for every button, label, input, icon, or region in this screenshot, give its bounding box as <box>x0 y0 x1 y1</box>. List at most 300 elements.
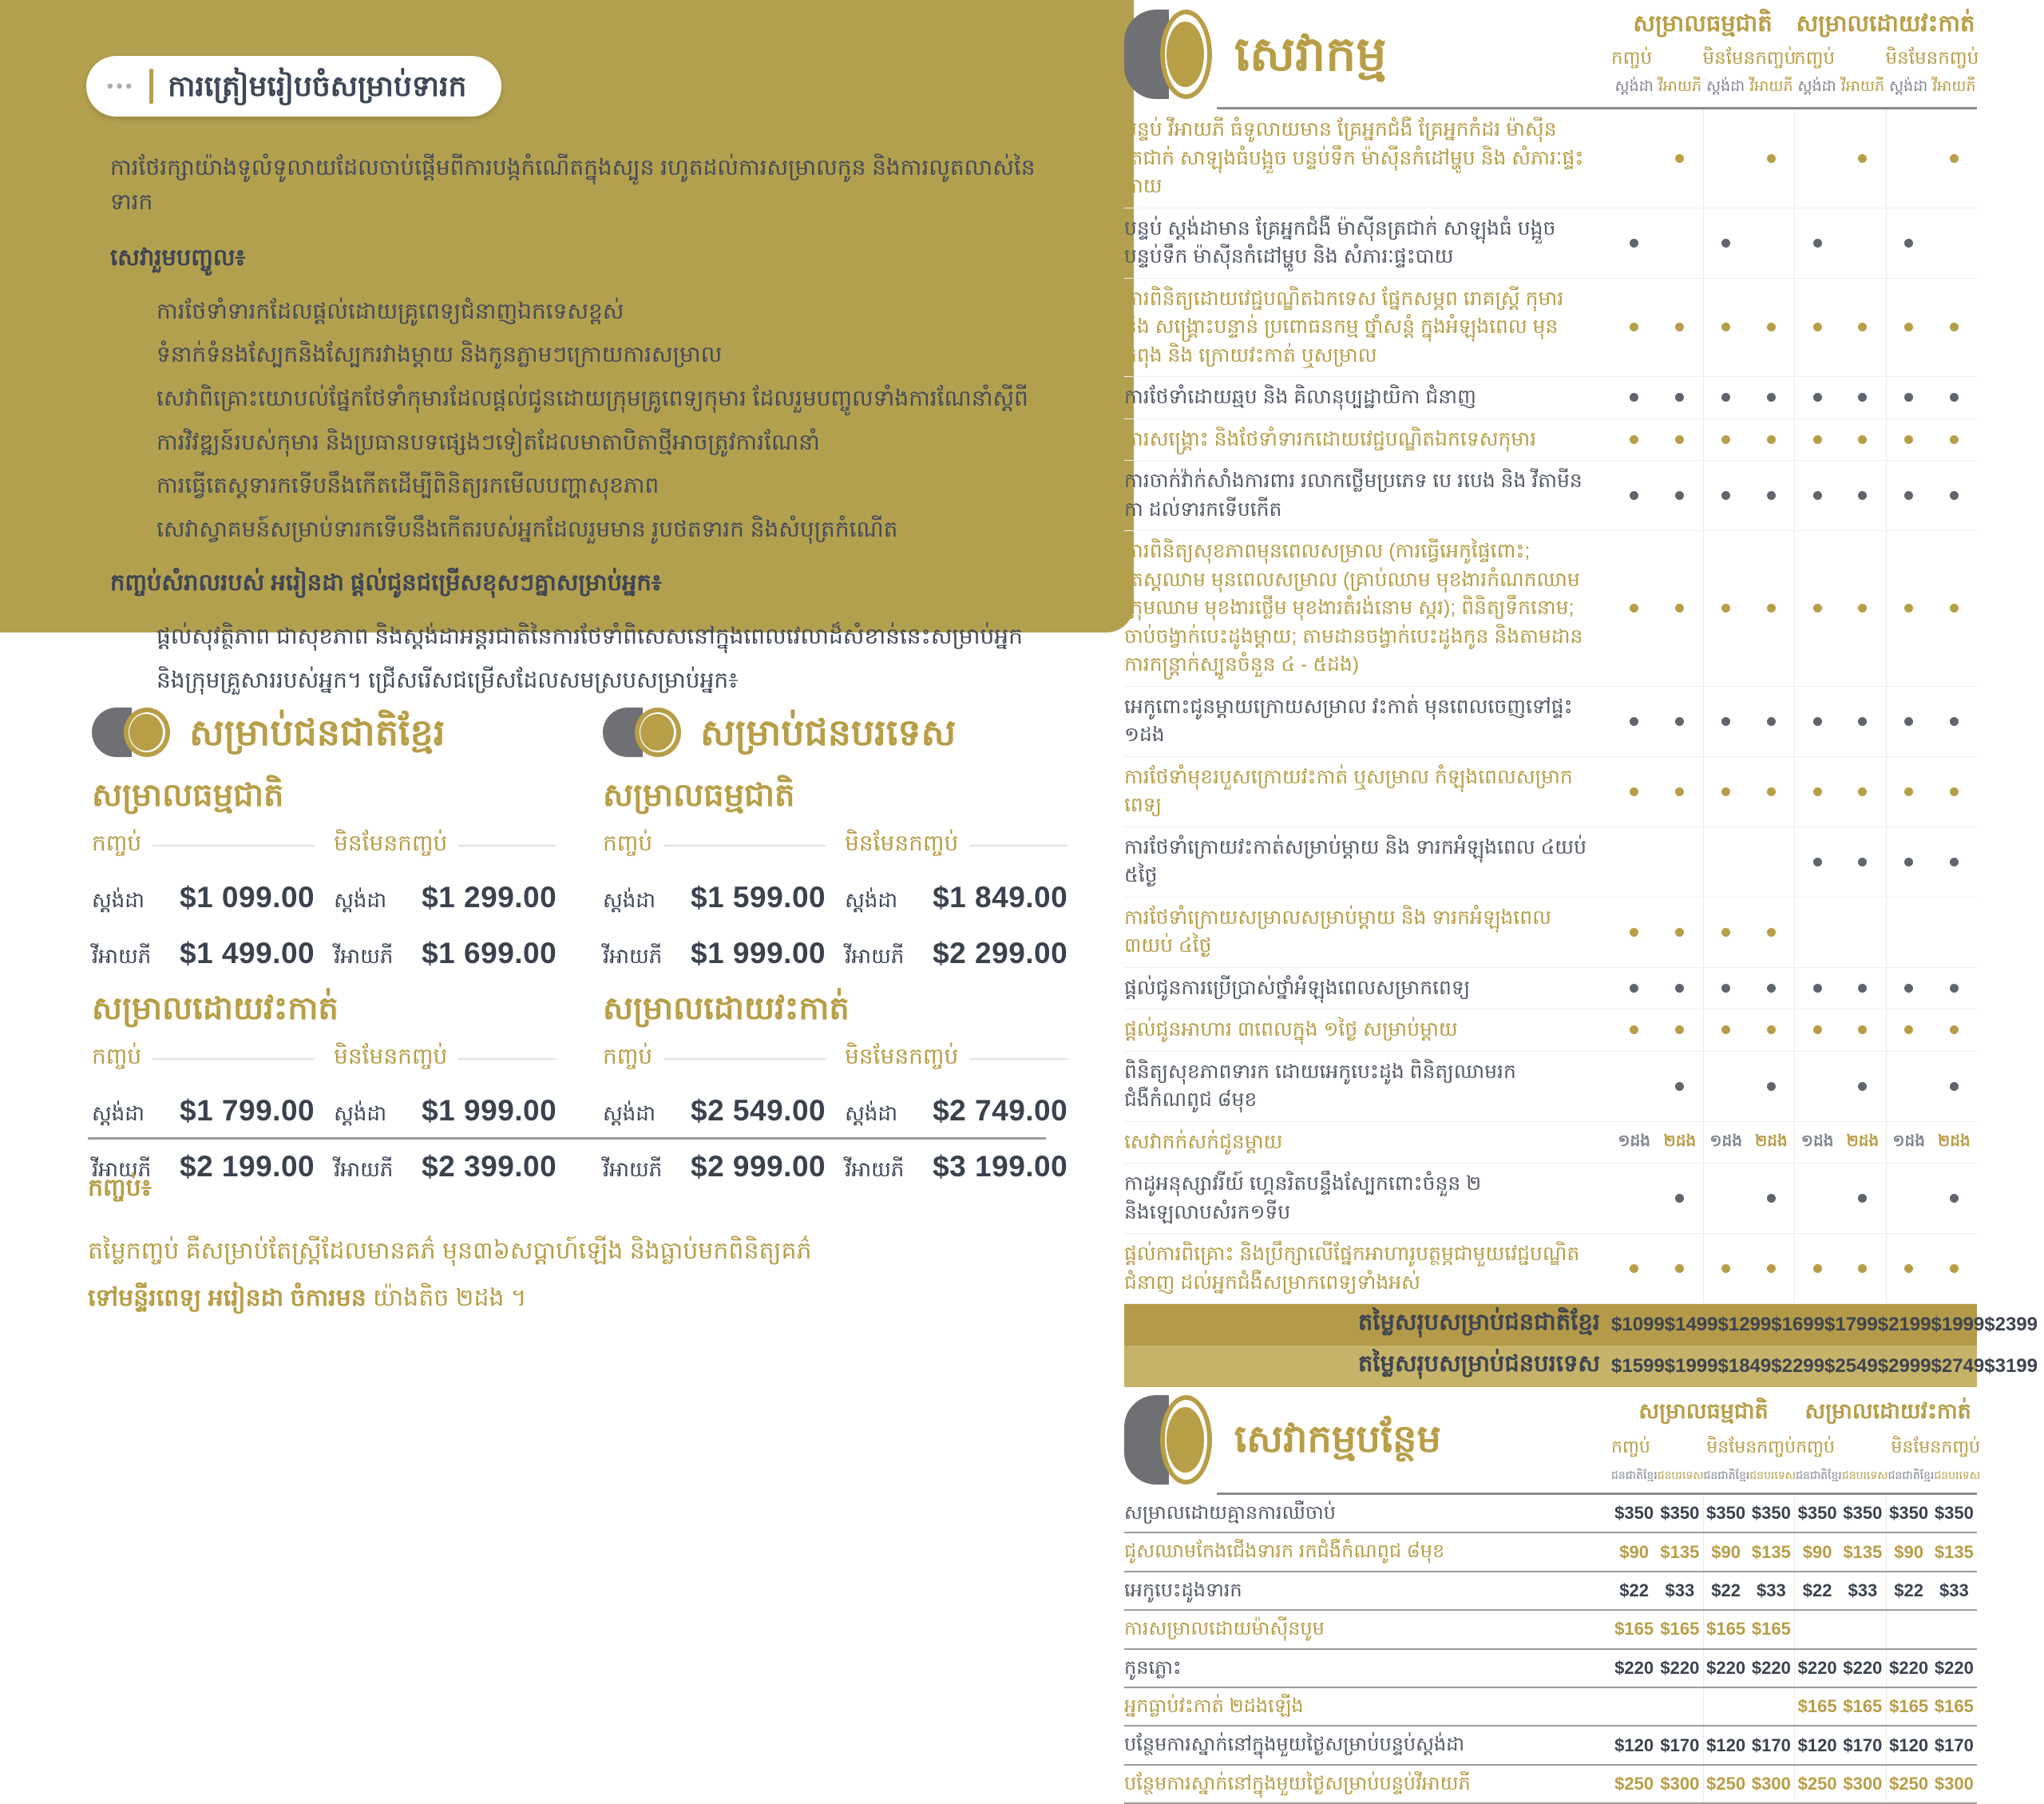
service-row <box>1124 898 1977 968</box>
service-cell <box>1931 461 1977 530</box>
service-cell <box>1611 279 1657 377</box>
extra-service-price: $33 <box>1848 1580 1878 1600</box>
service-cell <box>1886 531 1931 686</box>
tier-header: វីអាយភី <box>1749 78 1793 95</box>
feature-dot-icon <box>1858 1025 1867 1034</box>
service-cell <box>1749 531 1794 686</box>
service-cell <box>1657 827 1702 897</box>
feature-dot-icon <box>1721 1264 1730 1273</box>
tier-label: ស្តង់ដា <box>845 888 898 912</box>
feature-dot-icon <box>1858 154 1867 163</box>
service-cell <box>1657 208 1702 278</box>
tier-header: ជនបរទេស <box>1841 1469 1888 1481</box>
service-cell <box>1749 461 1794 530</box>
service-cell <box>1794 279 1840 377</box>
feature-dot-icon <box>1675 984 1684 993</box>
feature-dot-icon <box>1950 1194 1959 1203</box>
extra-service-price: $120 <box>1703 1727 1749 1763</box>
pricing-cards <box>92 708 1098 1187</box>
service-cell <box>1611 208 1657 278</box>
feature-dot-icon <box>1904 787 1913 796</box>
service-cell <box>1703 827 1749 897</box>
service-cell <box>1611 377 1657 418</box>
summary-label: តម្លៃសរុបសម្រាប់ជនជាតិខ្មែរ <box>1357 1310 1600 1335</box>
group-header-csection: សម្រាលដោយវះកាត់ <box>1804 1399 1971 1423</box>
service-cell <box>1657 377 1702 418</box>
service-row <box>1124 1009 1977 1052</box>
price-columns <box>603 1036 1066 1187</box>
tier-header: ជនជាតិខ្មែរ <box>1611 1469 1658 1481</box>
price-column-rule <box>664 1058 826 1060</box>
feature-dot-icon <box>1904 858 1913 866</box>
sub-header-package: កញ្ចប់ <box>1794 46 1836 68</box>
tier-header: ជនបរទេស <box>1934 1469 1981 1481</box>
service-cell: ២ដង <box>1846 1132 1880 1151</box>
extra-service-price: $300 <box>1660 1773 1700 1794</box>
service-row <box>1124 968 1977 1010</box>
services-header <box>1124 10 1977 99</box>
service-row <box>1124 1234 1977 1304</box>
feature-dot-icon <box>1813 393 1822 402</box>
feature-dot-icon <box>1813 858 1822 866</box>
price-value: $1 599.00 <box>691 881 826 914</box>
price-column <box>845 823 1068 973</box>
tier-label: វីអាយភី <box>603 944 663 968</box>
service-cell <box>1886 827 1931 897</box>
extra-service-price: $350 <box>1703 1495 1749 1532</box>
extra-service-label: អេកូបេះដូងទារក <box>1124 1579 1242 1601</box>
tier-header: ស្តង់ដា <box>1706 78 1745 95</box>
service-cell <box>1749 377 1794 418</box>
note-line-2-rest: យ៉ាងតិច ២ដង ។ <box>366 1284 527 1311</box>
service-cell: ២ដង <box>1663 1132 1697 1151</box>
included-item: សេវាស្វាគមន៍សម្រាប់ទារកទើបនឹងកើតរបស់អ្នកដែលរួមមាន រូបថតទារក និងសំបុត្រកំណើត <box>156 516 898 541</box>
note-line-2 <box>88 1275 1038 1322</box>
extra-service-price: $90 <box>1794 1533 1840 1570</box>
feature-dot-icon <box>1630 239 1638 248</box>
service-label: ការថែទាំក្រោយវះកាត់សម្រាប់ម្តាយ និង ទារកអំឡុងពេល ៤យប់ ៥ថ្ងៃ <box>1124 835 1586 886</box>
service-cell <box>1703 208 1749 278</box>
delivery-type-title: សម្រាលធម្មជាតិ <box>603 778 795 813</box>
price-column <box>334 823 557 973</box>
tier-header: ស្តង់ដា <box>1889 78 1928 95</box>
price-column-header <box>334 1042 557 1075</box>
extra-service-price <box>1611 1688 1657 1725</box>
price-row <box>603 937 826 973</box>
service-cell <box>1657 898 1702 967</box>
service-cell <box>1886 1009 1931 1051</box>
feature-dot-icon <box>1721 928 1730 937</box>
service-cell <box>1931 1052 1977 1121</box>
service-cell <box>1840 208 1885 278</box>
group-header-csection: សម្រាលដោយវះកាត់ <box>1796 11 1975 38</box>
extra-service-price: $220 <box>1794 1650 1840 1687</box>
price-value: $2 749.00 <box>933 1094 1068 1127</box>
service-cell <box>1794 757 1840 827</box>
sub-header-package: កញ្ចប់ <box>1796 1437 1835 1457</box>
service-cell <box>1931 377 1977 418</box>
extra-service-price: $220 <box>1703 1650 1749 1687</box>
service-cell <box>1886 1234 1931 1303</box>
extra-service-price: $250 <box>1794 1766 1840 1802</box>
feature-dot-icon <box>1950 154 1959 163</box>
price-columns <box>92 823 555 973</box>
extra-service-price: $165 <box>1660 1619 1700 1639</box>
feature-dot-icon <box>1630 323 1638 331</box>
service-cell <box>1886 279 1931 377</box>
service-cell <box>1886 109 1931 208</box>
extra-service-price: $22 <box>1619 1580 1649 1600</box>
price-value: $2 199.00 <box>180 1150 315 1183</box>
price-value: $1 099.00 <box>180 881 315 914</box>
price-row <box>845 1094 1068 1131</box>
feature-dot-icon <box>1904 1025 1913 1034</box>
feature-dot-icon <box>1858 984 1867 993</box>
service-cell <box>1611 461 1657 530</box>
clinic-logo-icon <box>603 708 683 757</box>
tier-header: ស្តង់ដា <box>1614 78 1654 95</box>
service-cell <box>1840 1234 1885 1303</box>
service-cell <box>1794 377 1840 418</box>
services-title: សេវាកម្ម <box>1234 27 1387 81</box>
price-column-label: មិនមែនកញ្ចប់ <box>334 1044 448 1069</box>
service-cell <box>1840 968 1885 1009</box>
service-cell <box>1749 898 1794 967</box>
service-cell <box>1703 1009 1749 1051</box>
service-cell <box>1611 109 1657 208</box>
service-cell <box>1657 531 1702 686</box>
service-cell <box>1886 377 1931 418</box>
card-title: សម្រាប់ជនជាតិខ្មែរ <box>189 712 446 753</box>
service-cell <box>1794 1009 1840 1051</box>
note-line-1: តម្លៃកញ្ចប់ គឺសម្រាប់តែស្ត្រីដែលមានគភ៌ មុន៣៦សប្ដាហ៍ឡើង និងធ្លាប់មកពិនិត្យគភ៌ <box>88 1238 812 1264</box>
price-column-header <box>845 1042 1068 1075</box>
price-row <box>334 1094 557 1131</box>
extra-service-price: $220 <box>1934 1657 1974 1678</box>
feature-dot-icon <box>1813 984 1822 993</box>
feature-dot-icon <box>1813 604 1822 613</box>
price-column-label: មិនមែនកញ្ចប់ <box>845 1044 959 1069</box>
service-row <box>1124 109 1977 208</box>
service-cell <box>1794 1234 1840 1303</box>
service-cell: ១ដង <box>1886 1122 1931 1164</box>
tier-label: វីអាយភី <box>92 944 152 968</box>
service-cell <box>1931 1234 1977 1303</box>
price-row <box>92 1094 315 1131</box>
price-column-label: មិនមែនកញ្ចប់ <box>334 831 448 855</box>
price-column-rule <box>458 1058 557 1060</box>
extra-service-price: $165 <box>1794 1688 1840 1725</box>
feature-dot-icon <box>1950 1264 1959 1273</box>
extra-service-price: $350 <box>1794 1495 1840 1532</box>
feature-dot-icon <box>1721 491 1730 500</box>
extra-service-price: $220 <box>1843 1657 1883 1678</box>
feature-dot-icon <box>1767 604 1776 613</box>
feature-dot-icon <box>1767 717 1776 726</box>
feature-dot-icon <box>1721 323 1730 331</box>
feature-dot-icon <box>1950 858 1959 866</box>
service-cell <box>1657 1009 1702 1051</box>
feature-dot-icon <box>1767 1194 1776 1203</box>
service-cell <box>1657 461 1702 530</box>
extra-service-price: $250 <box>1886 1766 1931 1802</box>
feature-dot-icon <box>1630 717 1638 726</box>
extra-service-price: $22 <box>1886 1572 1931 1609</box>
extra-service-price <box>1657 1688 1702 1725</box>
feature-dot-icon <box>1630 787 1638 796</box>
service-cell <box>1611 898 1657 967</box>
service-cell <box>1749 1234 1794 1303</box>
price-row <box>334 937 557 973</box>
service-cell <box>1886 1052 1931 1121</box>
service-cell <box>1703 419 1749 461</box>
feature-dot-icon <box>1858 1082 1867 1091</box>
summary-price: $2999 <box>1877 1355 1931 1377</box>
price-column-header <box>603 1042 826 1075</box>
services-table <box>1124 109 1977 1304</box>
price-column <box>603 1036 826 1187</box>
feature-dot-icon <box>1630 1025 1638 1034</box>
feature-dot-icon <box>1950 393 1959 402</box>
feature-dot-icon <box>1721 1025 1730 1034</box>
summary-band <box>1124 1304 2038 1387</box>
price-column-rule <box>153 1058 315 1060</box>
pricing-card <box>92 708 555 1187</box>
tier-header: ជនបរទេស <box>1657 1469 1704 1481</box>
extra-service-price: $220 <box>1614 1657 1654 1678</box>
delivery-type-title: សម្រាលដោយវះកាត់ <box>603 991 850 1026</box>
extra-service-price: $170 <box>1934 1735 1974 1755</box>
feature-dot-icon <box>1858 717 1867 726</box>
extra-service-row <box>1124 1688 1977 1727</box>
price-column-header <box>92 1042 315 1075</box>
service-row <box>1124 531 1977 687</box>
extra-service-price: $90 <box>1619 1541 1649 1562</box>
service-cell <box>1794 687 1840 756</box>
tier-header: ជនជាតិខ្មែរ <box>1796 1469 1842 1481</box>
price-column-label: កញ្ចប់ <box>92 1044 142 1069</box>
service-cell <box>1840 1009 1885 1051</box>
extra-service-price: $250 <box>1703 1766 1749 1802</box>
service-cell <box>1886 898 1931 967</box>
tier-header: ជនជាតិខ្មែរ <box>1703 1469 1750 1481</box>
price-value: $3 199.00 <box>933 1150 1068 1183</box>
price-row <box>845 881 1068 918</box>
service-cell <box>1931 898 1977 967</box>
feature-dot-icon <box>1950 787 1959 796</box>
service-cell <box>1931 1009 1977 1051</box>
price-row <box>92 881 315 918</box>
tier-label: វីអាយភី <box>845 1157 905 1181</box>
summary-price: $2199 <box>1877 1314 1931 1335</box>
price-column <box>92 823 315 973</box>
feature-dot-icon <box>1675 928 1684 937</box>
feature-dot-icon <box>1767 393 1776 402</box>
service-cell <box>1611 1052 1657 1121</box>
service-cell <box>1794 1164 1840 1233</box>
service-cell <box>1794 531 1840 686</box>
service-label: បន្ទប់ ស្តង់ដាមាន គ្រែអ្នកជំងឺ ម៉ាស៊ីនត្រជាក់ សាឡុងធំ បង្អួច បន្ទប់ទឹក ម៉ាស៊ីនកំដៅម្ហូប និង សំភារៈផ្ទះបាយ <box>1124 216 1556 268</box>
service-row <box>1124 377 1977 419</box>
extra-service-price <box>1703 1688 1749 1725</box>
feature-dot-icon <box>1675 1082 1684 1091</box>
clinic-logo-icon <box>1124 10 1214 99</box>
service-cell <box>1749 827 1794 897</box>
service-label: ការថែទាំដោយឆ្មប និង គិលានុប្បដ្ឋាយិកា ជំនាញ <box>1124 386 1476 408</box>
feature-dot-icon <box>1630 984 1638 993</box>
service-cell <box>1886 757 1931 827</box>
service-cell <box>1840 687 1885 756</box>
feature-dot-icon <box>1858 491 1867 500</box>
feature-dot-icon <box>1858 1264 1867 1273</box>
service-row <box>1124 757 1977 827</box>
included-item: សេវាពិគ្រោះយោបល់ផ្នែកថែទាំកុមារដែលផ្តល់ជូនដោយក្រុមគ្រូពេទ្យកុមារ ដែលរួមបញ្ចូលទាំងការណែនាំស្ដីពីការវិវឌ្ឍន៍របស់កុមារ និងប្រធានបទផ្សេងៗទៀតដែលមាតាបិតាថ្មីអាចត្រូវការណែនាំ <box>156 385 1028 454</box>
service-cell <box>1931 968 1977 1009</box>
sub-header-nonpackage: មិនមែនកញ្ចប់ <box>1885 46 1979 68</box>
extra-service-price: $22 <box>1794 1572 1840 1609</box>
service-cell <box>1611 1234 1657 1303</box>
price-column-rule <box>458 845 557 846</box>
service-cell <box>1840 377 1885 418</box>
price-value: $1 499.00 <box>180 937 315 969</box>
pricing-card <box>603 708 1066 1187</box>
extra-service-price: $22 <box>1703 1572 1749 1609</box>
group-header-natural: សម្រាលធម្មជាតិ <box>1633 11 1773 38</box>
service-cell: ១ដង <box>1618 1132 1650 1151</box>
extras-brand <box>1124 1395 1611 1485</box>
feature-dot-icon <box>1721 717 1730 726</box>
feature-dot-icon <box>1950 1025 1959 1034</box>
feature-dot-icon <box>1904 435 1913 444</box>
service-cell <box>1931 208 1977 278</box>
price-column-header <box>603 829 826 862</box>
summary-price: $1999 <box>1931 1314 1985 1335</box>
price-column-header <box>334 829 557 862</box>
summary-price: $1849 <box>1717 1355 1772 1377</box>
tier-label: ស្តង់ដា <box>845 1101 898 1125</box>
extra-service-price: $90 <box>1703 1533 1749 1570</box>
package-note <box>88 1172 1038 1322</box>
extra-service-price: $350 <box>1614 1503 1654 1524</box>
service-label: ការសង្គ្រោះ និងថែទាំទារកដោយវេជ្ជបណ្ឌិតឯកទេសកុមារ <box>1124 427 1537 450</box>
service-cell <box>1840 461 1885 530</box>
extra-service-price: $33 <box>1665 1580 1695 1600</box>
extra-service-price: $165 <box>1843 1696 1883 1717</box>
feature-dot-icon <box>1721 984 1730 993</box>
tier-header: ជនជាតិខ្មែរ <box>1888 1469 1935 1481</box>
service-cell <box>1840 757 1885 827</box>
extra-service-price: $350 <box>1751 1503 1791 1524</box>
service-cell <box>1931 1164 1977 1233</box>
extra-service-label: សម្រាលដោយគ្មានការឈឺចាប់ <box>1124 1502 1336 1524</box>
extras-title: សេវាកម្មបន្ថែម <box>1234 1418 1441 1461</box>
extra-service-price: $170 <box>1843 1735 1883 1755</box>
extra-service-price <box>1749 1688 1794 1725</box>
price-value: $1 699.00 <box>422 937 557 969</box>
price-row <box>603 1094 826 1131</box>
summary-price: $1699 <box>1771 1314 1824 1335</box>
feature-dot-icon <box>1675 604 1684 613</box>
service-cell <box>1886 208 1931 278</box>
extra-service-price <box>1794 1611 1840 1647</box>
service-cell <box>1886 687 1931 756</box>
price-column-rule <box>664 845 826 846</box>
feature-dot-icon <box>1858 604 1867 613</box>
service-label: ផ្តល់ការពិគ្រោះ និងប្រឹក្សាលើផ្នែកអាហារូបត្ថម្ភជាមួយវេជ្ជបណ្ឌិតជំនាញ ដល់អ្នកជំងឺសម្រាកពេទ្យទាំងអស់ <box>1124 1243 1580 1294</box>
extra-service-row <box>1124 1533 1977 1572</box>
feature-dot-icon <box>1813 435 1822 444</box>
feature-dot-icon <box>1904 393 1913 402</box>
feature-dot-icon <box>1858 787 1867 796</box>
service-cell <box>1840 898 1885 967</box>
price-value: $1 999.00 <box>691 937 826 969</box>
price-row <box>334 881 557 918</box>
extra-service-price: $135 <box>1934 1541 1974 1562</box>
logo-dot-shape <box>1167 1407 1204 1473</box>
feature-dot-icon <box>1721 239 1730 248</box>
service-cell <box>1840 531 1885 686</box>
included-heading: សេវារួមបញ្ចូល៖ <box>110 244 246 271</box>
service-cell <box>1703 1164 1749 1233</box>
service-row <box>1124 208 1977 279</box>
summary-price: $1299 <box>1717 1314 1772 1335</box>
service-cell <box>1794 1052 1840 1121</box>
page-title: ការត្រៀមរៀបចំសម្រាប់ទារក <box>168 69 467 103</box>
service-cell <box>1749 968 1794 1009</box>
service-label: សេវាកក់សក់ជូនម្តាយ <box>1124 1130 1283 1153</box>
sub-header-nonpackage: មិនមែនកញ្ចប់ <box>1702 46 1796 68</box>
included-item: ការធ្វើតេស្តទារកទើបនឹងកើតដើម្បីពិនិត្យរកមើលបញ្ហាសុខភាព <box>156 473 660 498</box>
service-cell <box>1703 461 1749 530</box>
price-row <box>845 937 1068 973</box>
service-label: ការពិនិត្យដោយវេជ្ជបណ្ឌិតឯកទេស ផ្នែកសម្ភព រោគស្ត្រី កុមារ និង សង្គ្រោះបន្ទាន់ ប្រពោធនកម្ម ថ្នាំសន្ដំ ក្នុងអំឡុងពេល មុន កំពុង និង ក្រោយវះកាត់ ឬសម្រាល <box>1124 287 1564 367</box>
summary-price: $2299 <box>1771 1355 1824 1377</box>
service-cell <box>1749 419 1794 461</box>
service-cell: ២ដង <box>1755 1132 1788 1151</box>
extra-service-price: $120 <box>1886 1727 1931 1763</box>
service-cell: ១ដង <box>1703 1122 1749 1164</box>
extra-service-price: $135 <box>1660 1541 1700 1562</box>
service-cell: ២ដង <box>1938 1132 1971 1151</box>
extra-service-row <box>1124 1650 1977 1688</box>
feature-dot-icon <box>1950 435 1959 444</box>
service-row <box>1124 461 1977 531</box>
feature-dot-icon <box>1950 717 1959 726</box>
feature-dot-icon <box>1767 787 1776 796</box>
tier-label: ស្តង់ដា <box>334 888 387 912</box>
tier-label: ស្តង់ដា <box>603 888 656 912</box>
service-cell <box>1703 109 1749 208</box>
service-cell <box>1886 419 1931 461</box>
service-row <box>1124 419 1977 462</box>
sub-header-nonpackage: មិនមែនកញ្ចប់ <box>1706 1437 1796 1457</box>
summary-price: $2549 <box>1824 1355 1878 1377</box>
extra-service-price: $220 <box>1751 1657 1791 1678</box>
included-list <box>156 290 1051 552</box>
service-label: ការថែទាំមុខរបួសក្រោយវះកាត់ ឬសម្រាល កំឡុងពេលសម្រាកពេទ្យ <box>1124 765 1573 816</box>
service-cell <box>1886 1164 1931 1233</box>
service-cell <box>1703 531 1749 686</box>
price-row <box>603 881 826 918</box>
summary-price: $1599 <box>1611 1355 1665 1377</box>
service-cell <box>1611 1009 1657 1051</box>
service-cell <box>1840 109 1885 208</box>
extra-service-price: $250 <box>1614 1773 1654 1794</box>
feature-dot-icon <box>1858 1194 1867 1203</box>
group-header-natural: សម្រាលធម្មជាតិ <box>1638 1399 1769 1423</box>
summary-price: $2399 <box>1984 1314 2038 1335</box>
service-cell <box>1657 109 1702 208</box>
